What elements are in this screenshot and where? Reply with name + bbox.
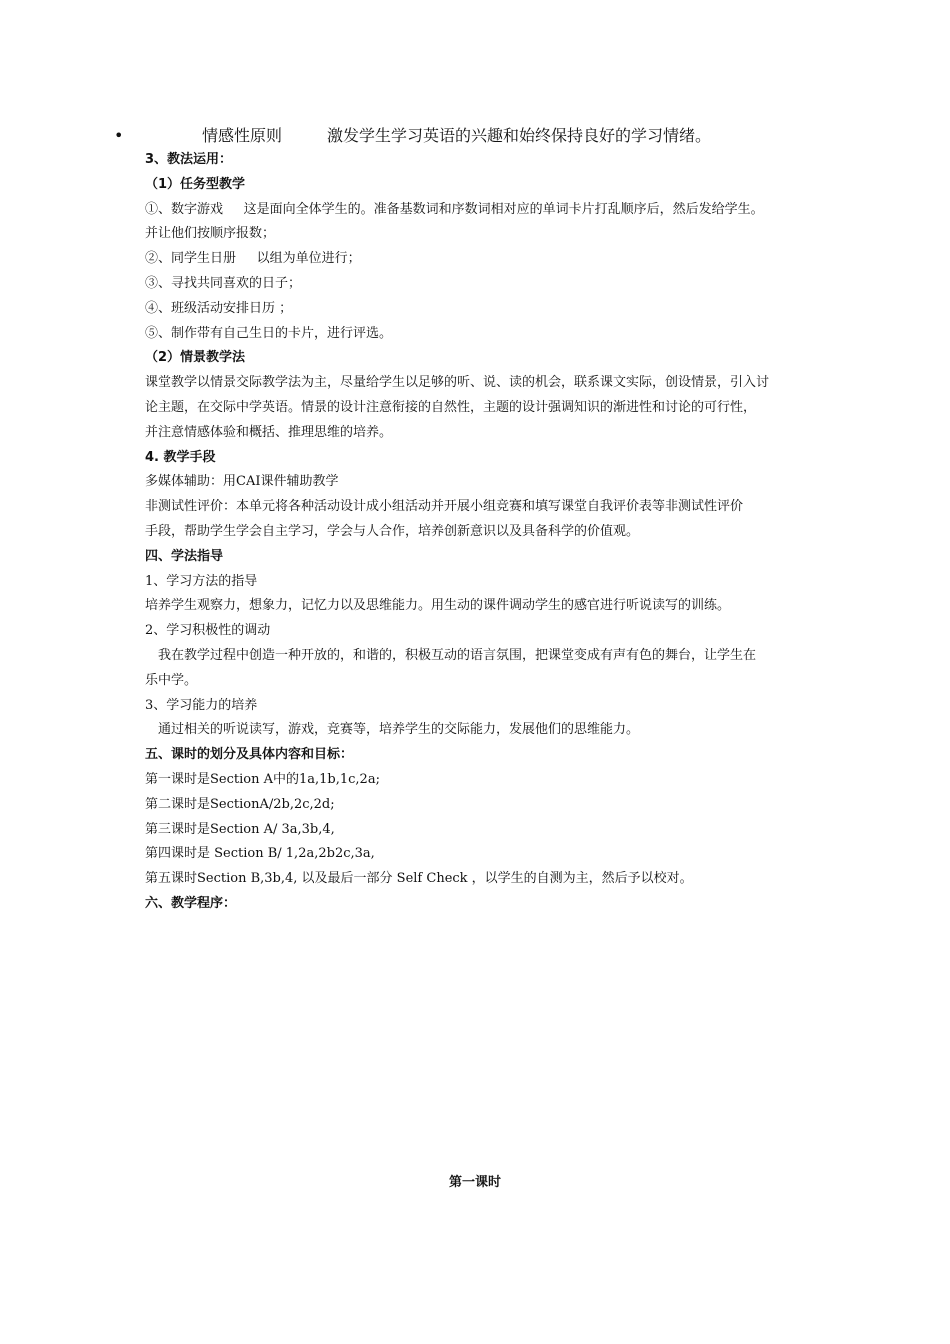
text-line: 第五课时Section B,3b,4, 以及最后一部分 Self Check ，以学生的自测为主，然后予以校对。: [145, 871, 693, 887]
text-line: ④、班级活动安排日历 ；: [145, 300, 293, 316]
section-heading: （2）情景教学法: [145, 350, 246, 366]
text-line: ⑤、制作带有自己生日的卡片，进行评选。: [145, 325, 393, 341]
section-heading: （1）任务型教学: [145, 176, 246, 192]
text-line: ③、寻找共同喜欢的日子；: [145, 275, 302, 291]
text-line: 非测试性评价：本单元将各种活动设计成小组活动并开展小组竞赛和填写课堂自我评价表等非测试性评价: [145, 499, 744, 515]
text-line: 1、学习方法的指导: [145, 573, 258, 589]
text-line: 论主题，在交际中学英语。情景的设计注意衔接的自然性，主题的设计强调知识的渐进性和讨论的可行性，: [145, 399, 757, 415]
text-line: 并注意情感体验和概括、推理思维的培养。: [145, 424, 393, 440]
section-heading: 4. 教学手段: [145, 449, 216, 465]
section-heading: 五、课时的划分及具体内容和目标：: [145, 747, 354, 763]
text-line: 3、学习能力的培养: [145, 697, 258, 713]
bullet-description: 激发学生学习英语的兴趣和始终保持良好的学习情绪。: [327, 126, 712, 145]
text-line: 第二课时是SectionA/2b,2c,2d;: [145, 796, 335, 812]
bullet-term: 情感性原则: [202, 126, 283, 145]
text-line: 第四课时是 Section B/ 1,2a,2b2c,3a,: [145, 846, 375, 862]
text-line: 手段，帮助学生学会自主学习，学会与人合作，培养创新意识以及具备科学的价值观。: [145, 523, 640, 539]
text-line: 培养学生观察力，想象力，记忆力以及思维能力。用生动的课件调动学生的感官进行听说读写的训练。: [145, 598, 731, 614]
text-line: 第一课时是Section A中的1a,1b,1c,2a;: [145, 771, 380, 787]
text-line: ①、数字游戏 这是面向全体学生的。准备基数词和序数词相对应的单词卡片打乱顺序后，然后发给学生。: [145, 201, 764, 217]
text-line: 我在教学过程中创造一种开放的，和谐的，积极互动的语言氛围，把课堂变成有声有色的舞台，让学生在: [158, 647, 757, 663]
section-heading-first-lesson: 第一课时: [448, 1175, 501, 1190]
text-line: ②、同学生日册 以组为单位进行；: [145, 251, 361, 267]
section-heading: 3、教法运用：: [145, 152, 233, 167]
bullet-marker: •: [114, 126, 124, 145]
text-line: 第三课时是Section A/ 3a,3b,4,: [145, 821, 335, 837]
text-line: 乐中学。: [145, 672, 198, 688]
document-body: [145, 148, 813, 917]
text-line: 并让他们按顺序报数；: [145, 226, 276, 242]
text-line: 通过相关的听说读写，游戏，竞赛等，培养学生的交际能力，发展他们的思维能力。: [158, 722, 640, 738]
section-heading: 四、学法指导: [145, 548, 224, 564]
section-heading: 六、教学程序：: [145, 895, 237, 911]
text-line: 2、学习积极性的调动: [145, 623, 271, 639]
text-line: 多媒体辅助：用CAI课件辅助教学: [145, 474, 339, 490]
text-line: 课堂教学以情景交际教学法为主，尽量给学生以足够的听、说、读的机会，联系课文实际，创设情景，引入讨: [145, 375, 770, 391]
